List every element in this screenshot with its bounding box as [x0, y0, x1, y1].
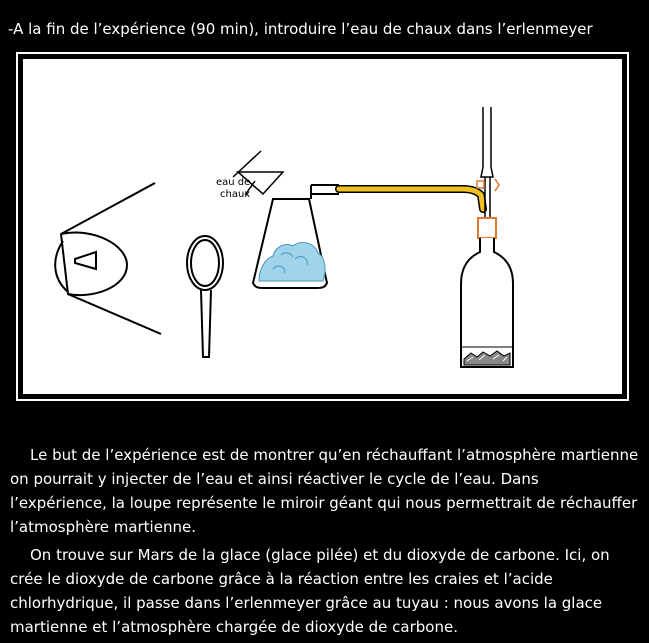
lamp-icon — [55, 183, 161, 334]
paragraph-mars: On trouve sur Mars de la glace (glace pilée) et du dioxyde de carbone. Ici, on crée le dioxyde de carbone grâce à la réaction entre les craies et l’acide chlorhydrique, il passe dans l’erlenmeyer grâce au tuyau : nous avons la glace martienne et l’atmosphère chargée de dioxyde de carbone. — [10, 546, 610, 636]
experiment-illustration — [23, 59, 622, 394]
experiment-diagram — [23, 59, 622, 394]
connecting-tube — [339, 189, 483, 209]
erlenmeyer-flask-icon — [253, 185, 339, 288]
lime-water-label-line1: eau de — [216, 177, 251, 188]
stopper — [478, 218, 496, 238]
experiment-figure — [16, 52, 629, 401]
gas-bottle-icon — [461, 218, 513, 367]
instruction-heading: -A la fin de l’expérience (90 min), introduire l’eau de chaux dans l’erlenmeyer — [8, 20, 593, 38]
paragraph-purpose: Le but de l’expérience est de montrer qu’en réchauffant l’atmosphère martienne on pourrait y injecter de l’eau et ainsi réactiver le cycle de l’eau. Dans l’expérience, la loupe représente le miroir géant qui nous permettrait de réchauffer l’atmosphère martienne. — [10, 446, 639, 536]
magnifying-glass-icon — [187, 236, 223, 357]
lime-water-label-line2: chaux — [220, 189, 251, 200]
